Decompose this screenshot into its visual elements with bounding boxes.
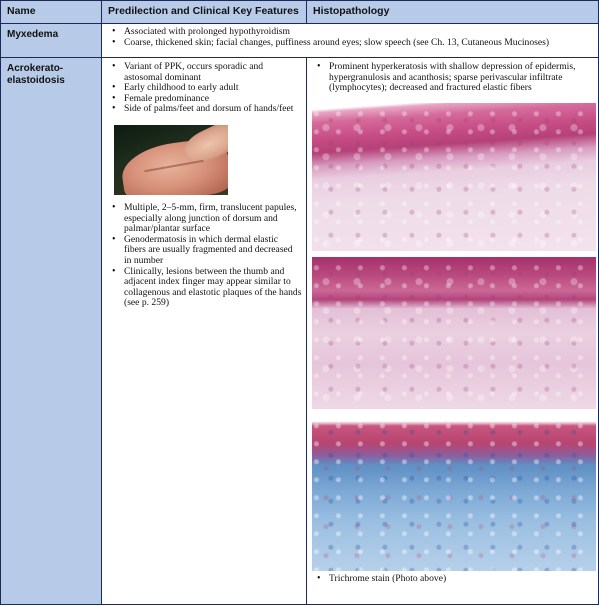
acro-feature-3: • Female predominance: [124, 94, 302, 105]
histology-image-trichrome: [312, 415, 596, 571]
myxedema-bullet-1: • Associated with prolonged hypothyroidism: [124, 27, 594, 38]
acro-name: [1, 58, 102, 605]
acro-feature-1: • Variant of PPK, occurs sporadic and astosomal dominant: [124, 62, 302, 83]
acro-histo-text: • Prominent hyperkeratosis with shallow depression of epidermis, hypergranulosis and acanthosis; sparse perivascular infiltrate (lymphocytes); decreased and fractured elastic fibers: [329, 62, 594, 94]
clinical-hand-photo: [114, 125, 228, 195]
acro-histopathology: [307, 58, 599, 605]
header-name: Name: [1, 1, 102, 24]
header-features: Predilection and Clinical Key Features: [102, 1, 307, 24]
acro-features: [102, 58, 307, 605]
acro-feature-6: • Genodermatosis in which dermal elastic fibers are usually fragmented and decreased in number: [124, 235, 302, 267]
myxedema-name: Myxedema: [1, 24, 102, 58]
histology-image-2: [312, 257, 596, 409]
trichrome-caption: • Trichrome stain (Photo above): [329, 574, 594, 585]
acro-name-line1: Acrokerato-: [7, 63, 64, 74]
myxedema-features: [102, 24, 599, 58]
acro-feature-4: • Side of palms/feet and dorsum of hands/feet: [124, 104, 302, 115]
header-histopathology: Histopathology: [307, 1, 599, 24]
myxedema-bullet-2: • Coarse, thickened skin; facial changes, puffiness around eyes; slow speech (see Ch. 13, Cutaneous Mucinoses): [124, 38, 594, 49]
row-myxedema: [1, 24, 599, 58]
acro-feature-2: • Early childhood to early adult: [124, 83, 302, 94]
acro-name-line2: elastoidosis: [7, 75, 65, 86]
header-row: [1, 1, 599, 24]
acro-feature-5: • Multiple, 2–5-mm, firm, translucent papules, especially along junction of dorsum and palmar/plantar surface: [124, 203, 302, 235]
row-acrokeratoelastoidosis: [1, 58, 599, 605]
acro-feature-7: • Clinically, lesions between the thumb and adjacent index finger may appear similar to collagenous and elastotic plaques of the hands (see p. 259): [124, 267, 302, 309]
histology-image-1: [312, 103, 596, 251]
